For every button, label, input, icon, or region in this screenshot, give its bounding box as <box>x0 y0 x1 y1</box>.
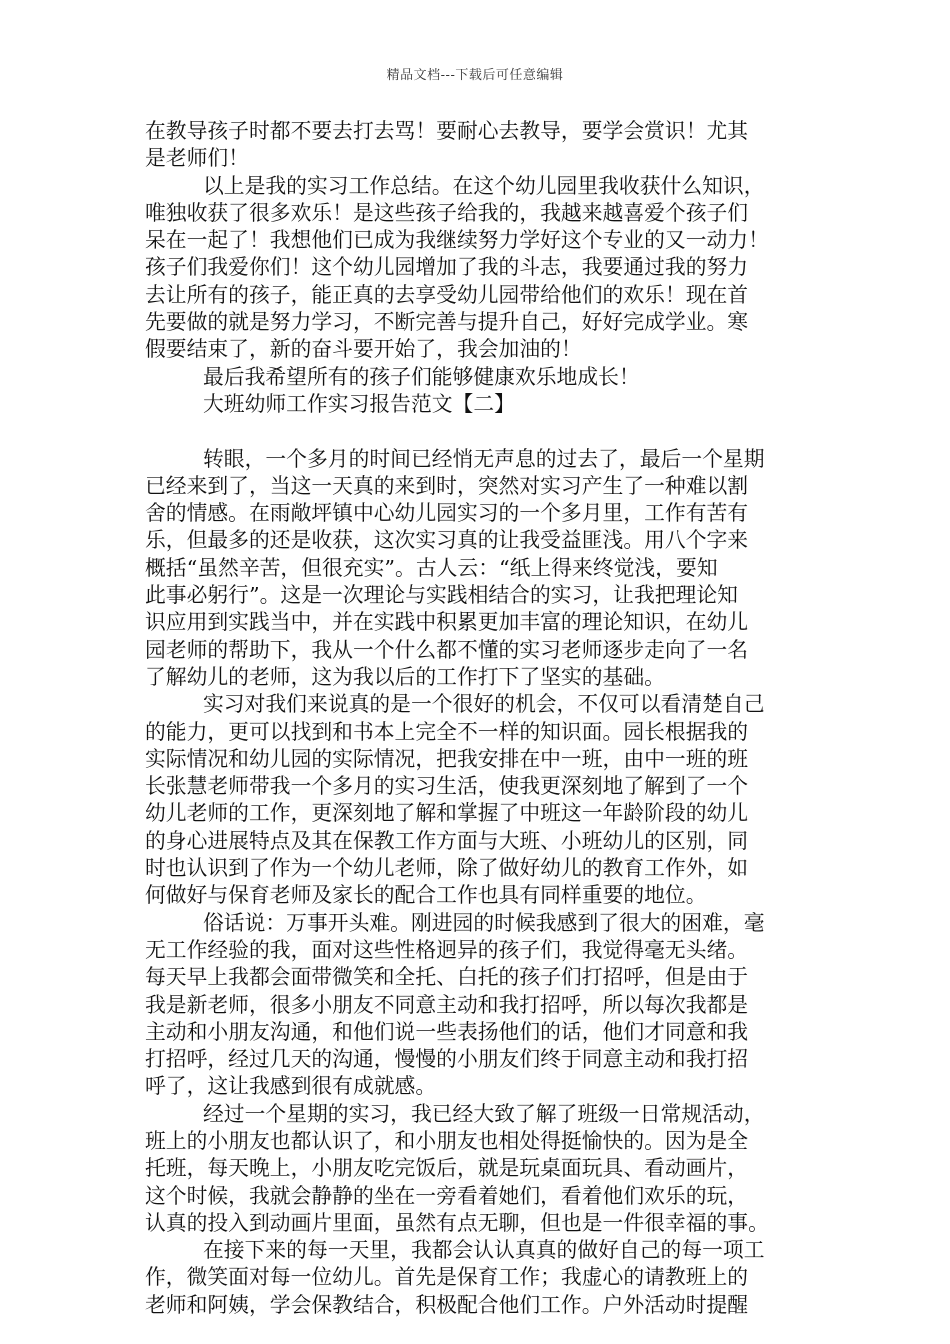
document-body <box>145 118 811 1319</box>
text-line: 每天早上我都会面带微笑和全托、白托的孩子们打招呼，但是由于 <box>145 965 749 990</box>
text-line: 幼儿老师的工作，更深刻地了解和掌握了中班这一年龄阶段的幼儿 <box>145 801 749 826</box>
text-line: 的能力，更可以找到和书本上完全不一样的知识面。园长根据我的 <box>145 719 749 744</box>
text-line: 以上是我的实习工作总结。在这个幼儿园里我收获什么知识， <box>203 173 765 198</box>
text-line: 已经来到了，当这一天真的来到时，突然对实习产生了一种难以割 <box>145 473 749 498</box>
text-line: 假要结束了，新的奋斗要开始了，我会加油的！ <box>145 337 582 362</box>
text-line: 作，微笑面对每一位幼儿。首先是保育工作；我虚心的请教班上的 <box>145 1265 749 1290</box>
text-line: 经过一个星期的实习，我已经大致了解了班级一日常规活动， <box>203 1101 765 1126</box>
text-line: 大班幼师工作实习报告范文【二】 <box>203 391 515 416</box>
text-line: 的身心进展特点及其在保教工作方面与大班、小班幼儿的区别，同 <box>145 828 749 853</box>
text-line: 乐，但最多的还是收获，这次实习真的让我受益匪浅。用八个字来 <box>145 528 749 553</box>
text-line: 呼了，这让我感到很有成就感。 <box>145 1074 437 1099</box>
text-line: 在教导孩子时都不要去打去骂！要耐心去教导，要学会赏识！尤其 <box>145 119 749 143</box>
text-line: 时也认识到了作为一个幼儿老师，除了做好幼儿的教育工作外，如 <box>145 856 749 881</box>
text-line: 呆在一起了！我想他们已成为我继续努力学好这个专业的又一动力！ <box>145 228 769 253</box>
text-line: 认真的投入到动画片里面，虽然有点无聊，但也是一件很幸福的事。 <box>145 1210 769 1235</box>
text-line: 孩子们我爱你们！这个幼儿园增加了我的斗志，我要通过我的努力 <box>145 255 749 280</box>
text-line: 舍的情感。在雨敞坪镇中心幼儿园实习的一个多月里，工作有苦有 <box>145 501 749 526</box>
text-line: 去让所有的孩子，能正真的去享受幼儿园带给他们的欢乐！现在首 <box>145 282 749 307</box>
text-line: 实际情况和幼儿园的实际情况，把我安排在中一班，由中一班的班 <box>145 746 749 771</box>
text-line: 识应用到实践当中，并在实践中积累更加丰富的理论知识，在幼儿 <box>145 610 749 635</box>
text-line <box>145 418 811 445</box>
text-line: 先要做的就是努力学习，不断完善与提升自己，好好完成学业。寒 <box>145 310 749 335</box>
text-line: 主动和小朋友沟通，和他们说一些表扬他们的话，他们才同意和我 <box>145 1019 749 1044</box>
text-line: 这个时候，我就会静静的坐在一旁看着她们，看着他们欢乐的玩， <box>145 1183 749 1208</box>
text-line: 唯独收获了很多欢乐！是这些孩子给我的，我越来越喜爱个孩子们 <box>145 200 749 225</box>
text-line: 何做好与保育老师及家长的配合工作也具有同样重要的地位。 <box>145 883 707 908</box>
text-line: 最后我希望所有的孩子们能够健康欢乐地成长！ <box>203 364 640 389</box>
text-line: 此事必躬行”。这是一次理论与实践相结合的实习，让我把理论知 <box>145 583 738 608</box>
text-line: 园老师的帮助下，我从一个什么都不懂的实习老师逐步走向了一名 <box>145 637 749 662</box>
text-line: 班上的小朋友也都认识了，和小朋友也相处得挺愉快的。因为是全 <box>145 1128 749 1153</box>
text-line: 长张慧老师带我一个多月的实习生活，使我更深刻地了解到了一个 <box>145 774 749 799</box>
text-line: 老师和阿姨，学会保教结合，积极配合他们工作。户外活动时提醒 <box>145 1292 749 1317</box>
text-line: 无工作经验的我，面对这些性格迥异的孩子们，我觉得毫无头绪。 <box>145 937 749 962</box>
text-line: 是老师们！ <box>145 146 249 171</box>
text-line: 实习对我们来说真的是一个很好的机会，不仅可以看清楚自己 <box>203 692 765 717</box>
text-line: 概括“虽然辛苦，但很充实”。古人云：“纸上得来终觉浅，要知 <box>145 555 718 580</box>
text-line: 托班，每天晚上，小朋友吃完饭后，就是玩桌面玩具、看动画片， <box>145 1156 749 1181</box>
text-line: 转眼，一个多月的时间已经悄无声息的过去了，最后一个星期 <box>203 446 765 471</box>
text-line: 我是新老师，很多小朋友不同意主动和我打招呼，所以每次我都是 <box>145 992 749 1017</box>
text-line: 打招呼，经过几天的沟通，慢慢的小朋友们终于同意主动和我打招 <box>145 1047 749 1072</box>
page-header: 精品文档---下载后可任意编辑 <box>386 68 564 83</box>
text-line: 了解幼儿的老师，这为我以后的工作打下了坚实的基础。 <box>145 664 665 689</box>
text-line: 在接下来的每一天里，我都会认认真真的做好自己的每一项工 <box>203 1238 765 1263</box>
text-line: 俗话说：万事开头难。刚进园的时候我感到了很大的困难，毫 <box>203 910 765 935</box>
